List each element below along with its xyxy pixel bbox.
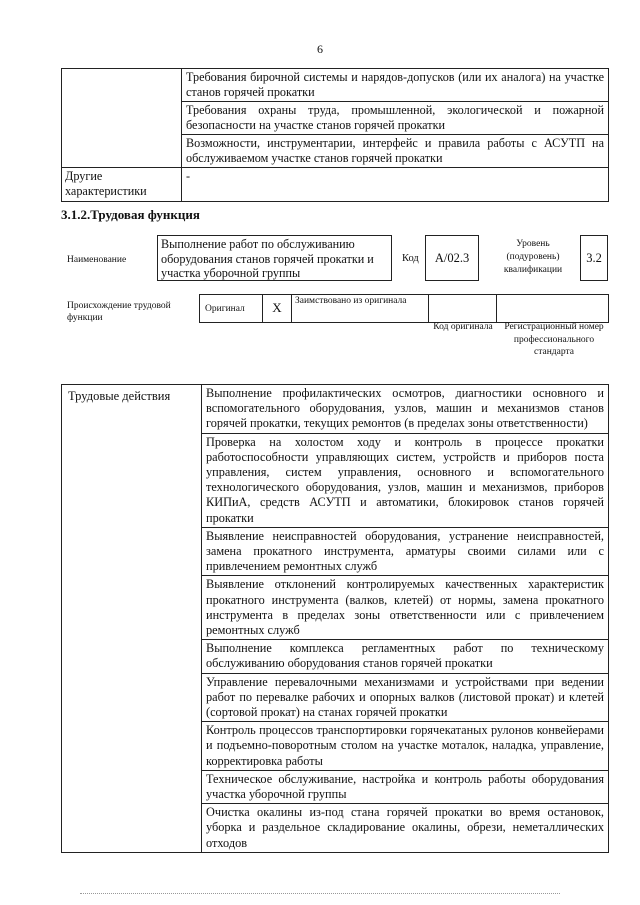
code-label: Код — [402, 253, 419, 264]
table-row: Очистка окалины из-под стана горячей прокатки во время остановок, уборка и раздельное складирование окалины, обрези, неметаллических отходов — [202, 804, 609, 853]
level-value-box: 3.2 — [580, 235, 608, 281]
table-row: Выполнение профилактических осмотров, диагностики основного и вспомогательного оборудования, узлов, машин и механизмов станов горячей прокатки, текущих ремонтов (в пределах зоны ответственности) — [202, 385, 609, 434]
table-row: Возможности, инструментарии, интерфейс и правила работы с АСУТП на обслуживаемом участке станов горячей прокатки — [182, 135, 609, 168]
section-heading: 3.1.2.Трудовая функция — [61, 207, 200, 222]
labor-actions-label: Трудовые действия — [62, 385, 202, 853]
table-row: Выполнение комплекса регламентных работ по техническому обслуживанию оборудования станов горячей прокатки — [202, 640, 609, 673]
other-characteristics-label: Другие характеристики — [62, 168, 182, 202]
code-caption: Код оригинала — [433, 322, 493, 332]
table-row: Техническое обслуживание, настройка и контроль работы оборудования участка уборочной группы — [202, 770, 609, 803]
table-row: Выявление отклонений контролируемых качественных характеристик прокатного инструмента (валков, клетей) от нормы, замена прокатного инструмента в пределах зоны ответственности или с привлечением ремонтных служб — [202, 576, 609, 640]
original-label: Оригинал — [200, 295, 263, 323]
function-name-box: Выполнение работ по обслуживанию оборудования станов горячей прокатки и участка уборочной группы — [157, 235, 392, 281]
empty-left-cell — [62, 69, 182, 168]
page-bottom-rule — [80, 893, 560, 894]
origin-table — [199, 294, 609, 323]
table-row: Выявление неисправностей оборудования, устранение неисправностей, замена прокатного инструмента, арматуры своими силами или с привлечением ремонтных служб — [202, 527, 609, 576]
original-code-cell — [429, 295, 497, 323]
name-label: Наименование — [67, 255, 127, 265]
table-row: Управление перевалочными механизмами и устройствами при ведении работ по перевалке рабочих и опорных валков (листовой прокат) и клетей (сортовой прокат) на станах горячей прокатки — [202, 673, 609, 722]
borrowed-label: Заимствовано из оригинала — [292, 295, 429, 323]
other-characteristics-value: - — [182, 168, 609, 202]
original-mark: X — [263, 295, 292, 323]
knowledge-table — [61, 68, 609, 202]
table-row: Проверка на холостом ходу и контроль в процессе прокатки работоспособности управляющих систем, устройств и приборов поста управления, систем управления, основного и вспомогательного технологического оборудования, узлов, машин и механизмов, приборов КИПиА, средств АСУТП и автоматики, блокировок станов горячей прокатки — [202, 433, 609, 527]
page-number: 6 — [317, 42, 323, 56]
labor-actions-table — [61, 384, 609, 853]
table-row: Требования бирочной системы и нарядов-допусков (или их аналога) на участке станов горячей прокатки — [182, 69, 609, 102]
function-code-box: А/02.3 — [425, 235, 479, 281]
table-row: Контроль процессов транспортировки горячекатаных рулонов конвейерами и подъемно-поворотным столом на участке моталок, наладка, управление, корректировка работы — [202, 722, 609, 771]
table-row: Требования охраны труда, промышленной, экологической и пожарной безопасности на участке станов горячей прокатки — [182, 102, 609, 135]
registration-caption: Регистрационный номер профессионального стандарта — [504, 322, 604, 357]
origin-label: Происхождение трудовой функции — [67, 301, 171, 323]
level-label: Уровень (подуровень) квалификации — [503, 239, 563, 275]
registration-number-cell — [497, 295, 609, 323]
